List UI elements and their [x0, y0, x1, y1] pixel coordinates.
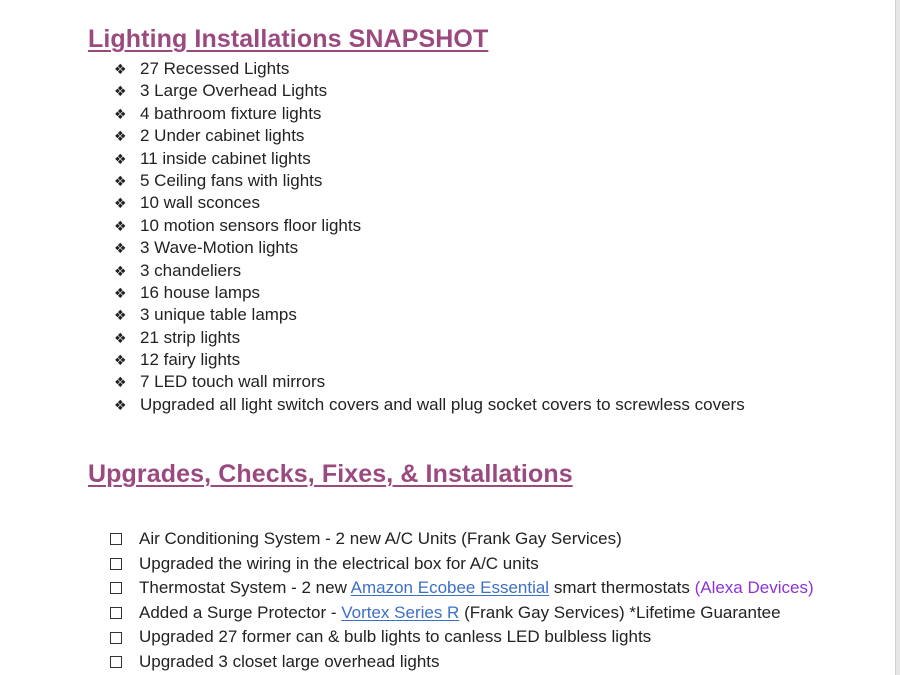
diamond-bullet-icon: ❖	[114, 375, 127, 392]
alexa-tag: (Alexa Devices)	[694, 578, 814, 598]
diamond-bullet-icon: ❖	[114, 129, 127, 146]
checklist-text: Thermostat System - 2 new Amazon Ecobee Essential smart thermostats (Alexa Devices)	[139, 578, 814, 598]
checklist-item	[110, 527, 814, 552]
checklist-item	[110, 650, 814, 675]
checkbox[interactable]	[110, 607, 122, 619]
list-item: ❖ 27 Recessed Lights	[114, 58, 745, 80]
list-item: ❖ 11 inside cabinet lights	[114, 148, 745, 170]
diamond-bullet-icon: ❖	[114, 241, 127, 258]
diamond-bullet-icon: ❖	[114, 353, 127, 370]
checklist-item	[110, 601, 814, 626]
checkbox[interactable]	[110, 656, 122, 668]
upgrades-checklist	[110, 527, 814, 675]
list-item: ❖ 4 bathroom fixture lights	[114, 103, 745, 125]
checklist-item	[110, 552, 814, 577]
list-item: ❖ 3 chandeliers	[114, 260, 745, 282]
checklist-item	[110, 576, 814, 601]
ecobee-link[interactable]: Amazon Ecobee Essential	[350, 578, 550, 598]
diamond-bullet-icon: ❖	[114, 397, 127, 414]
list-item: ❖ 10 motion sensors floor lights	[114, 215, 745, 237]
checkbox[interactable]	[110, 582, 122, 594]
checklist-item	[110, 625, 814, 650]
checklist-text: Upgraded 27 former can & bulb lights to canless LED bulbless lights	[139, 627, 652, 647]
list-item: ❖ 16 house lamps	[114, 282, 745, 304]
list-item: ❖ 3 Large Overhead Lights	[114, 80, 745, 102]
page-edge	[895, 0, 900, 675]
list-item: ❖ 2 Under cabinet lights	[114, 125, 745, 147]
diamond-bullet-icon: ❖	[114, 173, 127, 190]
list-item: ❖ Upgraded all light switch covers and wall plug socket covers to screwless covers	[114, 394, 745, 416]
list-item: ❖ 10 wall sconces	[114, 192, 745, 214]
lighting-section-title: Lighting Installations SNAPSHOT	[88, 25, 489, 53]
vortex-link[interactable]: Vortex Series R	[341, 602, 460, 622]
upgrades-section-title: Upgrades, Checks, Fixes, & Installations	[88, 460, 573, 488]
diamond-bullet-icon: ❖	[114, 62, 127, 78]
diamond-bullet-icon: ❖	[114, 285, 127, 302]
diamond-bullet-icon: ❖	[114, 151, 127, 168]
diamond-bullet-icon: ❖	[114, 308, 127, 325]
checklist-text: Added a Surge Protector - Vortex Series R (Frank Gay Services) *Lifetime Guarantee	[139, 602, 781, 622]
diamond-bullet-icon: ❖	[114, 196, 127, 213]
diamond-bullet-icon: ❖	[114, 84, 127, 101]
lighting-list	[114, 58, 745, 416]
checklist-text: Upgraded the wiring in the electrical box for A/C units	[139, 553, 539, 573]
list-item: ❖ 3 unique table lamps	[114, 304, 745, 326]
list-item: ❖ 21 strip lights	[114, 327, 745, 349]
diamond-bullet-icon: ❖	[114, 263, 127, 280]
list-item: ❖ 7 LED touch wall mirrors	[114, 371, 745, 393]
list-item: ❖ 5 Ceiling fans with lights	[114, 170, 745, 192]
diamond-bullet-icon: ❖	[114, 330, 127, 347]
list-item: ❖ 3 Wave-Motion lights	[114, 237, 745, 259]
diamond-bullet-icon: ❖	[114, 218, 127, 235]
diamond-bullet-icon: ❖	[114, 106, 127, 123]
checklist-text: Upgraded 3 closet large overhead lights	[139, 651, 440, 671]
checklist-text: Air Conditioning System - 2 new A/C Units (Frank Gay Services)	[139, 529, 622, 548]
list-item: ❖ 12 fairy lights	[114, 349, 745, 371]
checkbox[interactable]	[110, 632, 122, 644]
checkbox[interactable]	[110, 558, 122, 570]
checkbox[interactable]	[110, 533, 122, 545]
